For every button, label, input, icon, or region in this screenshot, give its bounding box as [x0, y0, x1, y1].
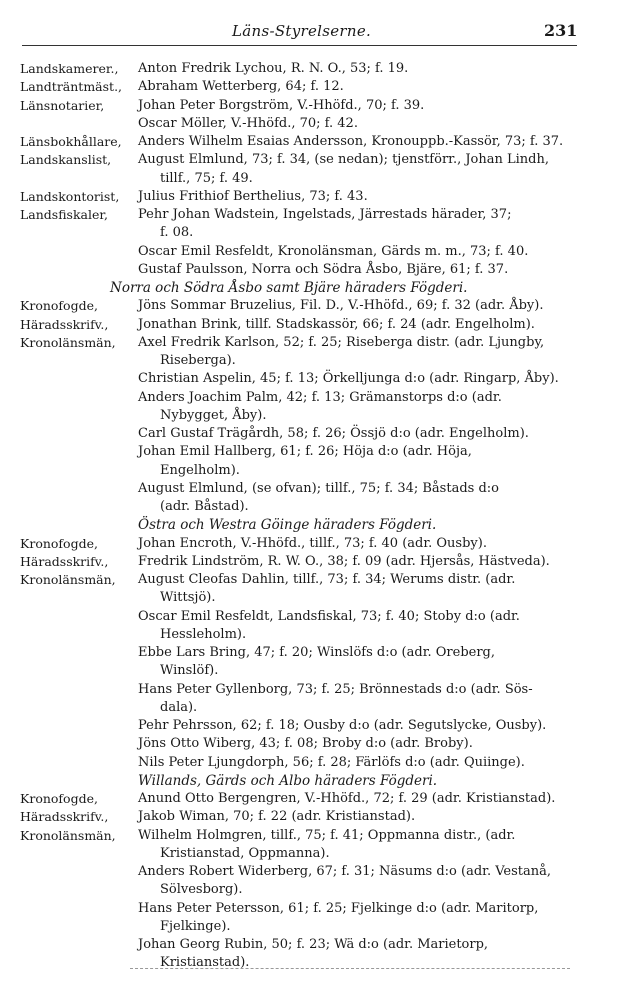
entry-text: Jöns Sommar Bruzelius, Fil. D., V.-Hhöfd., 69; f. 32 (adr. Åby). — [138, 298, 544, 314]
entry-row — [0, 900, 640, 918]
entry-row — [0, 352, 640, 370]
entry-row — [0, 425, 640, 443]
entry-text: Winslöf). — [160, 663, 219, 679]
entry-text: Hans Peter Gyllenborg, 73; f. 25; Brönnestads d:o (adr. Sös- — [138, 681, 533, 697]
entry-row — [0, 170, 640, 188]
entry-text: Nils Peter Ljungdorph, 56; f. 28; Färlöfs d:o (adr. Quiinge). — [138, 754, 525, 770]
role-label: Kronofogde, — [20, 298, 98, 314]
entry-text: Hans Peter Petersson, 61; f. 25; Fjelkinge d:o (adr. Maritorp, — [138, 900, 539, 916]
entry-text: dala). — [160, 699, 198, 715]
entry-row — [0, 60, 640, 78]
running-title: Läns-Styrelserne. — [232, 22, 372, 40]
entry-text: August Elmlund, 73; f. 34, (se nedan); tjenstförr., Johan Lindh, — [138, 152, 549, 168]
entry-row — [0, 316, 640, 334]
entry-row — [0, 261, 640, 279]
entry-text: Engelholm). — [160, 462, 240, 478]
entry-row — [0, 297, 640, 315]
page-number: 231 — [544, 21, 578, 40]
entry-row — [0, 188, 640, 206]
entry-text: Wilhelm Holmgren, tillf., 75; f. 41; Oppmanna distr., (adr. — [138, 827, 516, 843]
role-label: Landträntmäst., — [20, 79, 123, 95]
section-heading-row — [0, 279, 640, 297]
section-heading: Willands, Gärds och Albo häraders Fögderi. — [138, 772, 438, 789]
entry-row — [0, 717, 640, 735]
entry-row — [0, 863, 640, 881]
entry-row — [0, 243, 640, 261]
entry-row — [0, 754, 640, 772]
entry-row — [0, 206, 640, 224]
entry-row — [0, 790, 640, 808]
role-label: Landskontorist, — [20, 188, 120, 204]
entry-text: Fredrik Lindström, R. W. O., 38; f. 09 (adr. Hjersås, Hästveda). — [138, 553, 550, 569]
page-header — [0, 22, 640, 42]
entry-text: (adr. Båstad). — [160, 499, 249, 514]
entry-text: Wittsjö). — [160, 590, 216, 606]
entry-text: Sölvesborg). — [160, 882, 243, 898]
role-label: Landskanslist, — [20, 152, 112, 168]
entry-text: Riseberga). — [160, 353, 236, 368]
entry-row — [0, 443, 640, 461]
entry-row — [0, 589, 640, 607]
entry-text: Anders Joachim Palm, 42; f. 13; Grämanstorps d:o (adr. — [138, 389, 502, 405]
entry-text: Oscar Emil Resfeldt, Kronolänsman, Gärds m. m., 73; f. 40. — [138, 243, 529, 259]
entry-text: Anders Robert Widerberg, 67; f. 31; Näsums d:o (adr. Vestanå, — [138, 864, 551, 879]
role-label: Häradsskrifv., — [20, 316, 109, 332]
role-label: Häradsskrifv., — [20, 553, 109, 569]
entry-text: Christian Aspelin, 45; f. 13; Örkelljunga d:o (adr. Ringarp, Åby). — [138, 371, 559, 387]
header-rule — [22, 45, 577, 46]
entry-text: Nybygget, Åby). — [160, 407, 267, 423]
entry-text: Jonathan Brink, tillf. Stadskassör, 66; f. 24 (adr. Engelholm). — [138, 316, 535, 332]
role-label: Kronolänsmän, — [20, 572, 116, 587]
role-label: Länsnotarier, — [20, 97, 105, 113]
entry-row — [0, 662, 640, 680]
section-heading: Norra och Södra Åsbo samt Bjäre häraders Fögderi. — [110, 280, 468, 296]
entry-row — [0, 407, 640, 425]
entry-text: August Cleofas Dahlin, tillf., 73; f. 34; Werums distr. (adr. — [138, 572, 516, 587]
entry-row — [0, 808, 640, 826]
entry-text: Johan Emil Hallberg, 61; f. 26; Höja d:o (adr. Höja, — [138, 444, 472, 460]
entry-row — [0, 936, 640, 954]
entry-text: Oscar Möller, V.-Hhöfd., 70; f. 42. — [138, 115, 358, 131]
entry-text: Oscar Emil Resfeldt, Landsfiskal, 73; f. 40; Stoby d:o (adr. — [138, 608, 520, 624]
entry-text: Abraham Wetterberg, 64; f. 12. — [138, 79, 344, 95]
entry-row — [0, 133, 640, 151]
entry-text: Jöns Otto Wiberg, 43; f. 08; Broby d:o (adr. Broby). — [138, 736, 473, 752]
role-label: Kronolänsmän, — [20, 334, 116, 350]
entry-text: Fjelkinge). — [160, 918, 231, 934]
entry-row — [0, 78, 640, 96]
entry-text: Pehr Johan Wadstein, Ingelstads, Järrestads härader, 37; — [138, 207, 512, 222]
entry-text: Kristianstad). — [160, 955, 250, 971]
entry-text: Ebbe Lars Bring, 47; f. 20; Winslöfs d:o (adr. Oreberg, — [138, 645, 496, 660]
entry-text: Anund Otto Bergengren, V.-Hhöfd., 72; f. 29 (adr. Kristianstad). — [138, 791, 556, 806]
entry-row — [0, 498, 640, 516]
entry-row — [0, 827, 640, 845]
entry-row — [0, 681, 640, 699]
section-heading-row — [0, 772, 640, 790]
section-heading: Östra och Westra Göinge häraders Fögderi. — [138, 517, 437, 534]
entry-text: August Elmlund, (se ofvan); tillf., 75; f. 34; Båstads d:o — [138, 480, 499, 496]
entry-row — [0, 115, 640, 133]
entry-text: Hessleholm). — [160, 626, 247, 642]
entry-row — [0, 644, 640, 662]
entry-row — [0, 699, 640, 717]
role-label: Länsbokhållare, — [20, 134, 122, 149]
entry-row — [0, 553, 640, 571]
entry-row — [0, 845, 640, 863]
entry-text: Pehr Pehrsson, 62; f. 18; Ousby d:o (adr. Segutslycke, Ousby). — [138, 718, 547, 733]
role-label: Häradsskrifv., — [20, 809, 109, 825]
entry-text: tillf., 75; f. 49. — [160, 170, 253, 186]
entry-text: Kristianstad, Oppmanna). — [160, 845, 330, 861]
entry-text: Anton Fredrik Lychou, R. N. O., 53; f. 19. — [138, 61, 409, 76]
entry-text: Johan Encroth, V.-Hhöfd., tillf., 73; f. 40 (adr. Ousby). — [138, 535, 487, 551]
entry-row — [0, 334, 640, 352]
entry-text: Axel Fredrik Karlson, 52; f. 25; Riseberga distr. (adr. Ljungby, — [138, 334, 545, 350]
entry-row — [0, 370, 640, 388]
entry-row — [0, 389, 640, 407]
entry-row — [0, 535, 640, 553]
entry-row — [0, 608, 640, 626]
entry-row — [0, 571, 640, 589]
entry-text: Gustaf Paulsson, Norra och Södra Åsbo, Bjäre, 61; f. 37. — [138, 261, 509, 277]
footer-rule — [130, 968, 570, 969]
entry-text: Carl Gustaf Trägårdh, 58; f. 26; Össjö d:o (adr. Engelholm). — [138, 426, 529, 441]
entry-text: Anders Wilhelm Esaias Andersson, Kronouppb.-Kassör, 73; f. 37. — [138, 134, 564, 149]
entry-text: Julius Frithiof Berthelius, 73; f. 43. — [138, 188, 368, 204]
entry-row — [0, 224, 640, 242]
entry-text: Johan Peter Borgström, V.-Hhöfd., 70; f. 39. — [138, 97, 425, 113]
entry-row — [0, 954, 640, 972]
role-label: Landsfiskaler, — [20, 207, 108, 222]
entry-row — [0, 151, 640, 169]
entry-row — [0, 480, 640, 498]
entry-row — [0, 626, 640, 644]
role-label: Landskamerer., — [20, 61, 119, 76]
entry-row — [0, 918, 640, 936]
section-heading-row — [0, 516, 640, 534]
entry-text: Jakob Wiman, 70; f. 22 (adr. Kristianstad). — [138, 809, 416, 825]
entry-text: f. 08. — [160, 225, 194, 241]
role-label: Kronolänsmän, — [20, 827, 116, 843]
entry-text: Johan Georg Rubin, 50; f. 23; Wä d:o (adr. Marietorp, — [138, 937, 489, 952]
role-label: Kronofogde, — [20, 535, 98, 551]
role-label: Kronofogde, — [20, 791, 98, 806]
entry-row — [0, 735, 640, 753]
entry-row — [0, 97, 640, 115]
entry-row — [0, 881, 640, 899]
entry-row — [0, 462, 640, 480]
